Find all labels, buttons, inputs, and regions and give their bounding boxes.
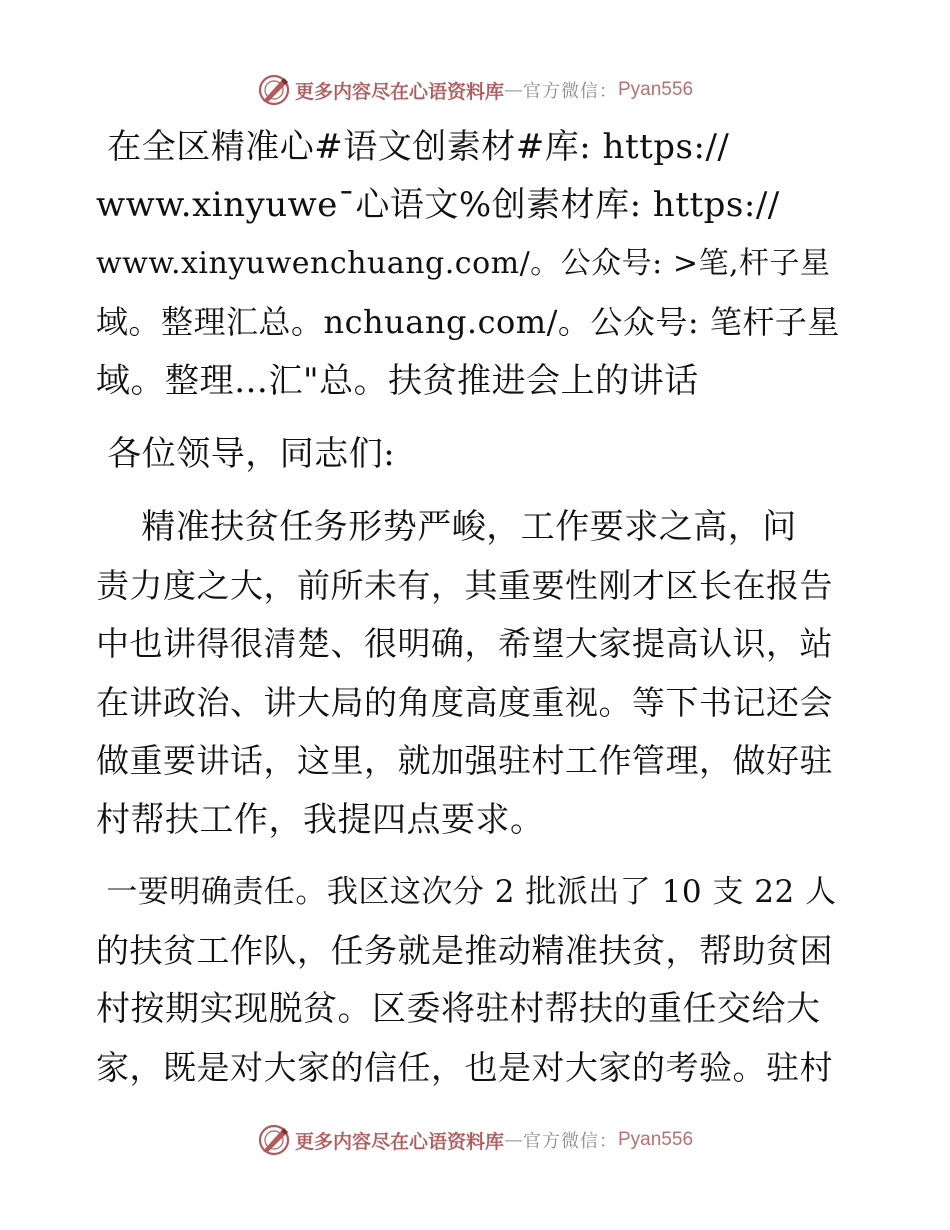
- watermark-wechat-label: 官方微信：: [523, 81, 618, 102]
- paragraph-line: 的扶贫工作队，任务就是推动精准扶贫，帮助贫困: [96, 931, 833, 970]
- watermark-wechat-id: Pyan556: [618, 79, 694, 100]
- watermark-site-text: 更多内容尽在心语资料库: [294, 1130, 504, 1153]
- header-line: 域。整理…汇"总。扶贫推进会上的讲话: [96, 361, 699, 401]
- paragraph-line: 在讲政治、讲大局的角度高度重视。等下书记还会: [96, 683, 833, 722]
- header-line: 域。整理汇总。nchuang.com/。公众号: 笔杆子星: [96, 303, 840, 341]
- paragraph-line: 责力度之大，前所未有，其重要性刚才区长在报告: [96, 566, 833, 605]
- top-watermark-banner: [0, 70, 950, 110]
- watermark-site-text: 更多内容尽在心语资料库: [294, 80, 504, 103]
- paragraph-line: 村按期实现脱贫。区委将驻村帮扶的重任交给大: [96, 989, 821, 1029]
- paragraph-line: 做重要讲话，这里，就加强驻村工作管理，做好驻: [96, 741, 833, 780]
- header-line: www.xinyuwe¯心语文%创素材库: https://: [96, 185, 780, 225]
- header-line: 在全区精准心#语文创素材#库: https://: [96, 127, 730, 167]
- paragraph-line: 中也讲得很清楚、很明确，希望大家提高认识，站: [96, 624, 833, 663]
- salutation: 各位领导，同志们:: [96, 434, 396, 474]
- bottom-watermark-banner: [0, 1120, 950, 1160]
- paragraph-line: 一要明确责任。我区这次分 2 批派出了 10 支 22 人: [96, 874, 837, 910]
- watermark-dash: —: [504, 79, 523, 101]
- watermark-dash: —: [504, 1129, 523, 1151]
- header-line: www.xinyuwenchuang.com/。公众号: >笔,杆子星: [96, 246, 831, 281]
- paragraph-line: 精准扶贫任务形势严峻，工作要求之高，问: [96, 507, 797, 547]
- watermark-wechat-label: 官方微信：: [523, 1131, 618, 1152]
- paragraph-line: 家，既是对大家的信任，也是对大家的考验。驻村: [96, 1048, 833, 1087]
- watermark-wechat-id: Pyan556: [618, 1129, 694, 1150]
- paragraph-line: 村帮扶工作，我提四点要求。: [96, 800, 545, 840]
- pen-seal-logo-icon: [257, 1123, 291, 1157]
- pen-seal-logo-icon: [257, 73, 291, 107]
